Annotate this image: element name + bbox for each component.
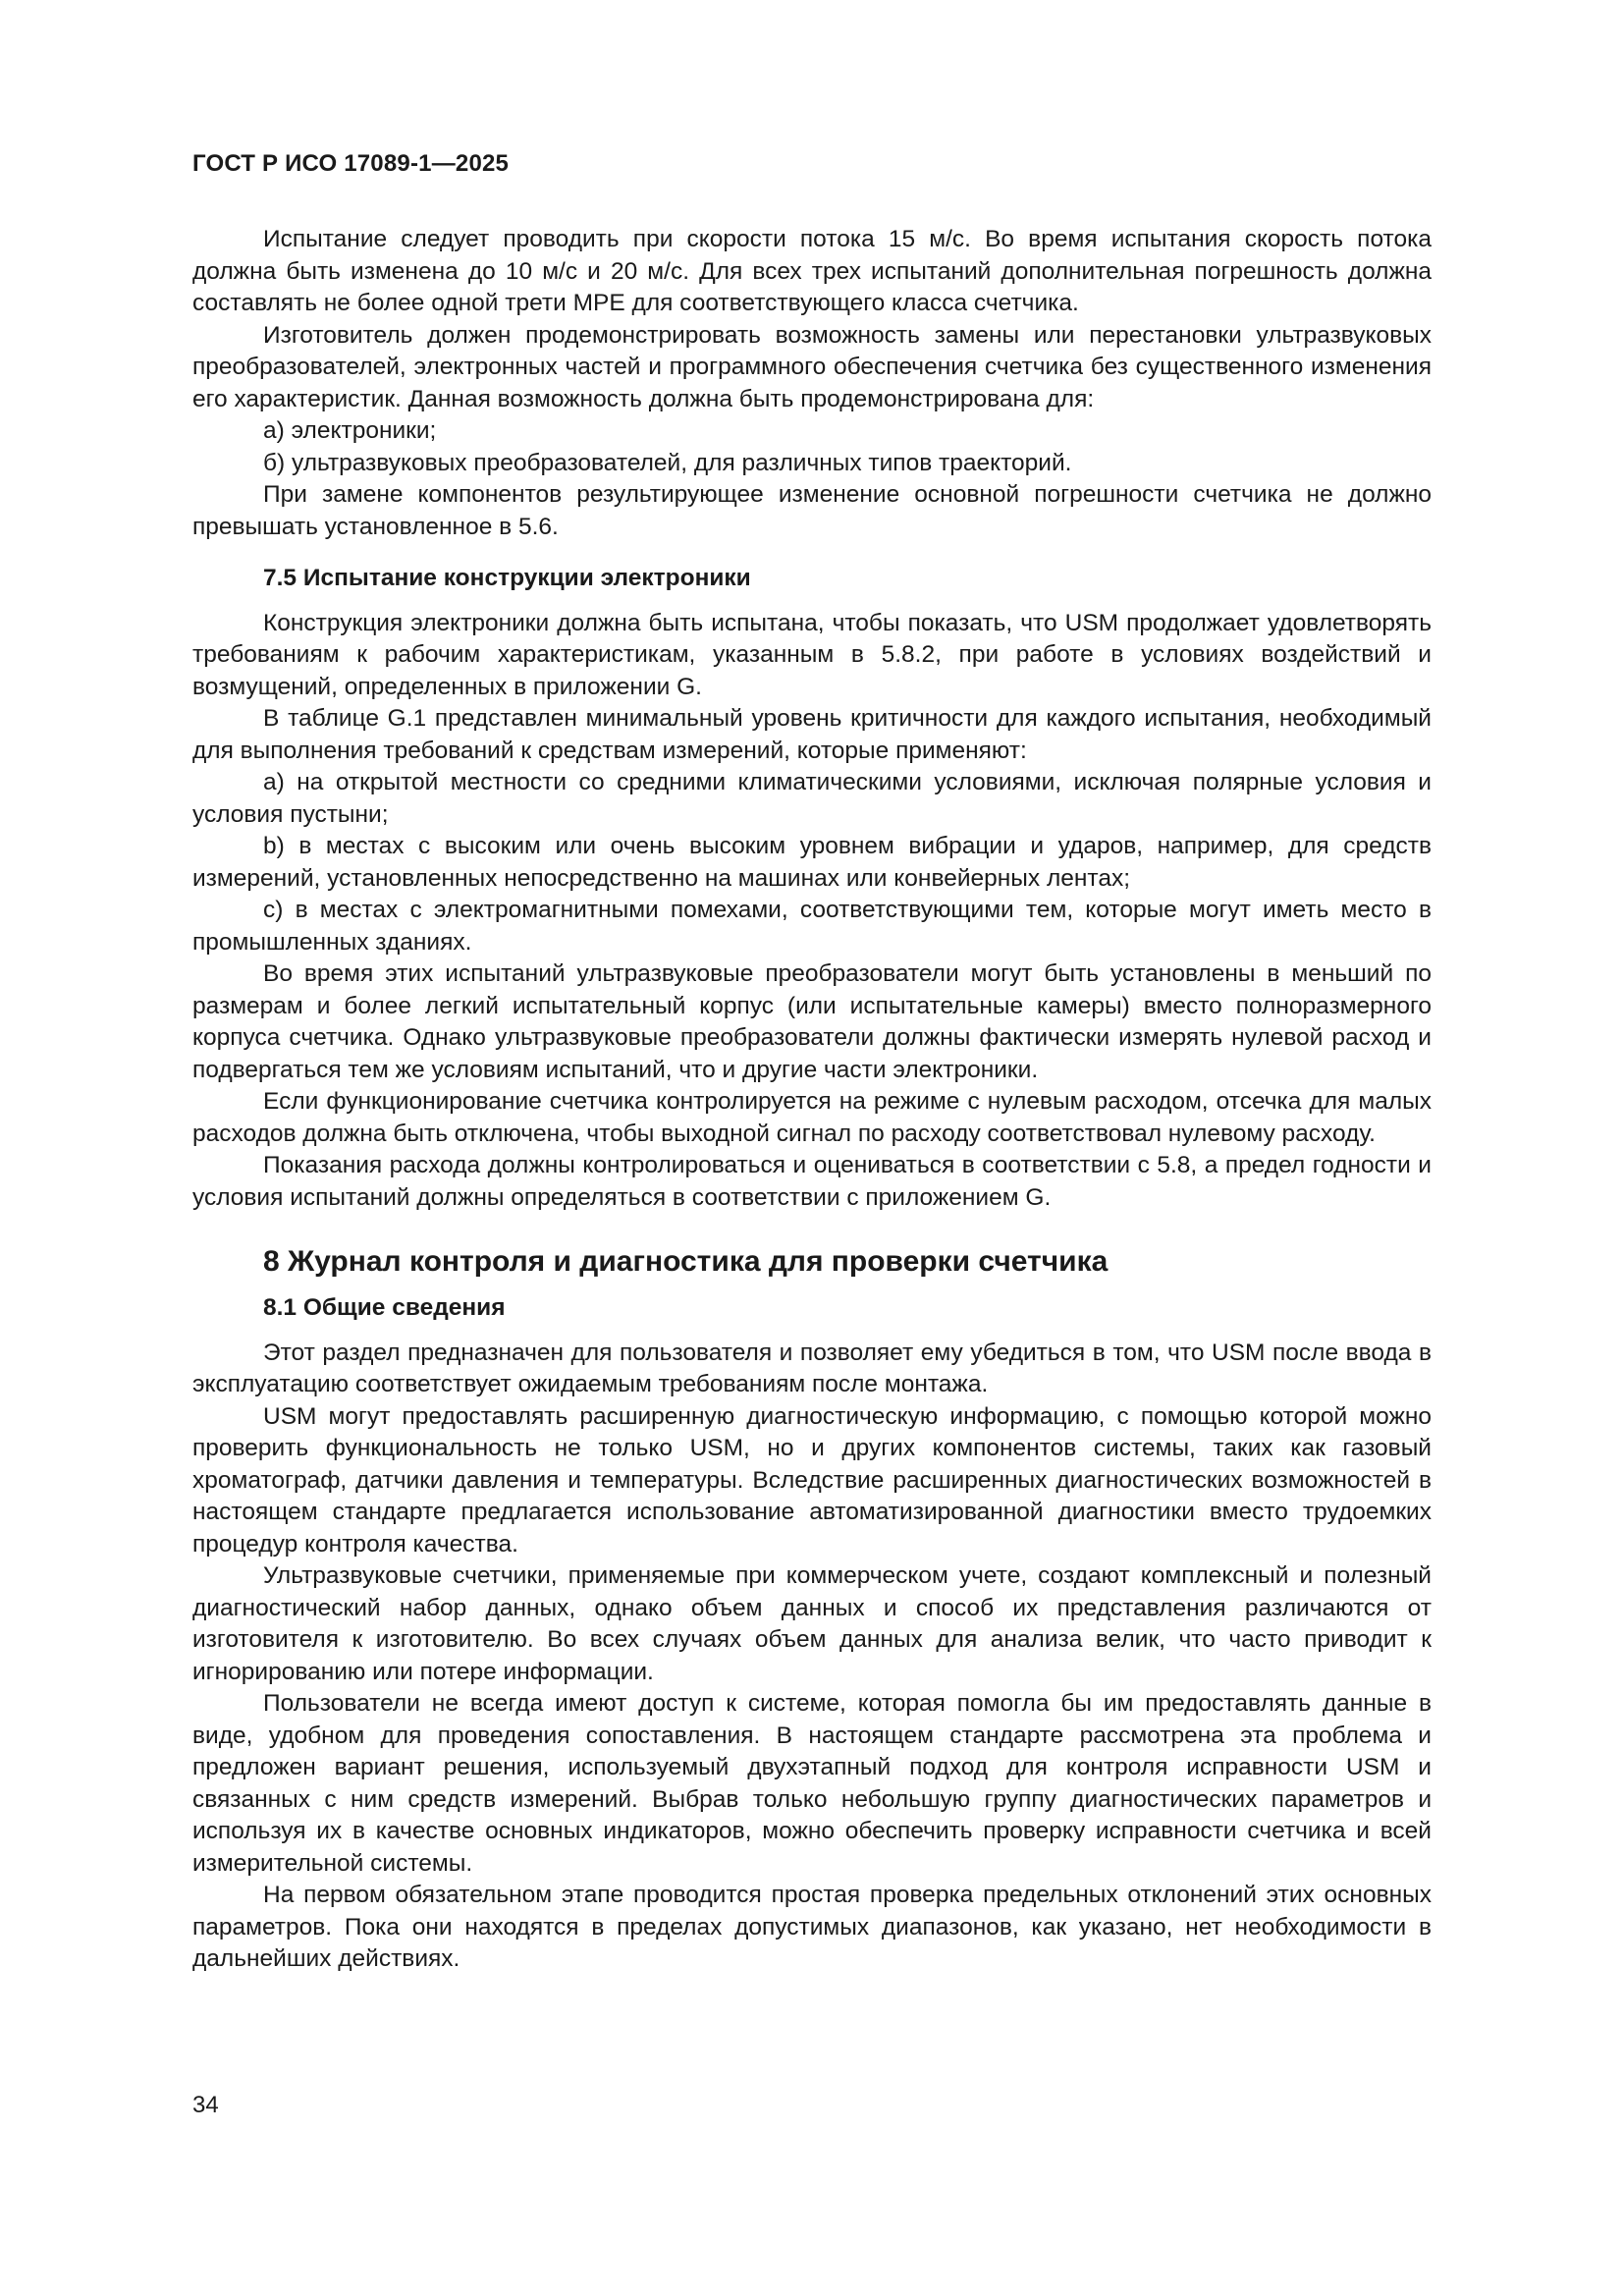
paragraph: Ультразвуковые счетчики, применяемые при коммерческом учете, создают комплексный и полезный диагностический набор данных, однако объем данных и способ их представления различаются от изготовителя к изготовителю. Во всех случаях объем данных для анализа велик, что часто приводит к игнорированию или потере информации. xyxy=(192,1562,1432,1685)
paragraph: Пользователи не всегда имеют доступ к системе, которая помогла бы им предоставлять данные в виде, удобном для проведения сопоставления. В настоящем стандарте рассмотрена эта проблема и предложен вариант решения, используемый двухэтапный подход для контроля исправности USM и связанных с ним средств измерений. Выбрав только небольшую группу диагностических параметров и используя их в качестве основных индикаторов, можно обеспечить проверку исправности счетчика и всей измерительной системы. xyxy=(192,1690,1432,1877)
section-heading-7-5: 7.5 Испытание конструкции электроники xyxy=(263,565,751,591)
list-item: а) электроники; xyxy=(263,417,437,444)
paragraph: Показания расхода должны контролироваться и оцениваться в соответствии с 5.8, а предел годности и условия испытаний должны определяться в соответствии с приложением G. xyxy=(192,1152,1432,1211)
paragraph: Изготовитель должен продемонстрировать возможность замены или перестановки ультразвуковых преобразователей, электронных частей и программного обеспечения счетчика без существенного изменения его характеристик. Данная возможность должна быть продемонстрирована для: xyxy=(192,321,1432,412)
document-header: ГОСТ Р ИСО 17089-1—2025 xyxy=(192,150,510,177)
paragraph: Если функционирование счетчика контролируется на режиме с нулевым расходом, отсечка для малых расходов должна быть отключена, чтобы выходной сигнал по расходу соответствовал нулевому расходу. xyxy=(192,1088,1432,1147)
list-item: а) на открытой местности со средними климатическими условиями, исключая полярные условия и условия пустыни; xyxy=(192,769,1432,828)
paragraph: На первом обязательном этапе проводится простая проверка предельных отклонений этих основных параметров. Пока они находятся в пределах допустимых диапазонов, как указано, нет необходимости в дальнейших действиях. xyxy=(192,1882,1432,1972)
section-heading-8: 8 Журнал контроля и диагностика для проверки счетчика xyxy=(263,1245,1109,1278)
section-heading-8-1: 8.1 Общие сведения xyxy=(263,1294,506,1321)
list-item: б) ультразвуковых преобразователей, для различных типов траекторий. xyxy=(263,449,1072,476)
paragraph: Испытание следует проводить при скорости потока 15 м/с. Во время испытания скорость потока должна быть изменена до 10 м/с и 20 м/с. Для всех трех испытаний дополнительная погрешность должна составлять не более одной трети MPE для соответствующего класса счетчика. xyxy=(192,226,1432,316)
page-number: 34 xyxy=(192,2092,219,2118)
page-content xyxy=(192,224,1432,1976)
paragraph: Конструкция электроники должна быть испытана, чтобы показать, что USM продолжает удовлетворять требованиям к рабочим характеристикам, указанным в 5.8.2, при работе в условиях воздействий и возмущений, определенных в приложении G. xyxy=(192,609,1432,700)
paragraph: При замене компонентов результирующее изменение основной погрешности счетчика не должно превышать установленное в 5.6. xyxy=(192,481,1432,540)
paragraph: Этот раздел предназначен для пользователя и позволяет ему убедиться в том, что USM после ввода в эксплуатацию соответствует ожидаемым требованиям после монтажа. xyxy=(192,1339,1432,1397)
paragraph: В таблице G.1 представлен минимальный уровень критичности для каждого испытания, необходимый для выполнения требований к средствам измерений, которые применяют: xyxy=(192,705,1432,764)
paragraph: USM могут предоставлять расширенную диагностическую информацию, с помощью которой можно проверить функциональность не только USM, но и других компонентов системы, таких как газовый хроматограф, датчики давления и температуры. Вследствие расширенных диагностических возможностей в настоящем стандарте предлагается использование автоматизированной диагностики вместо трудоемких процедур контроля качества. xyxy=(192,1402,1432,1558)
paragraph: Во время этих испытаний ультразвуковые преобразователи могут быть установлены в меньший по размерам и более легкий испытательный корпус (или испытательные камеры) вместо полноразмерного корпуса счетчика. Однако ультразвуковые преобразователи должны фактически измерять нулевой расход и подвергаться тем же условиям испытаний, что и другие части электроники. xyxy=(192,960,1432,1083)
list-item: b) в местах с высоким или очень высоким уровнем вибрации и ударов, например, для средств измерений, установленных непосредственно на машинах или конвейерных лентах; xyxy=(192,833,1432,892)
list-item: с) в местах с электромагнитными помехами, соответствующими тем, которые могут иметь место в промышленных зданиях. xyxy=(192,897,1432,956)
